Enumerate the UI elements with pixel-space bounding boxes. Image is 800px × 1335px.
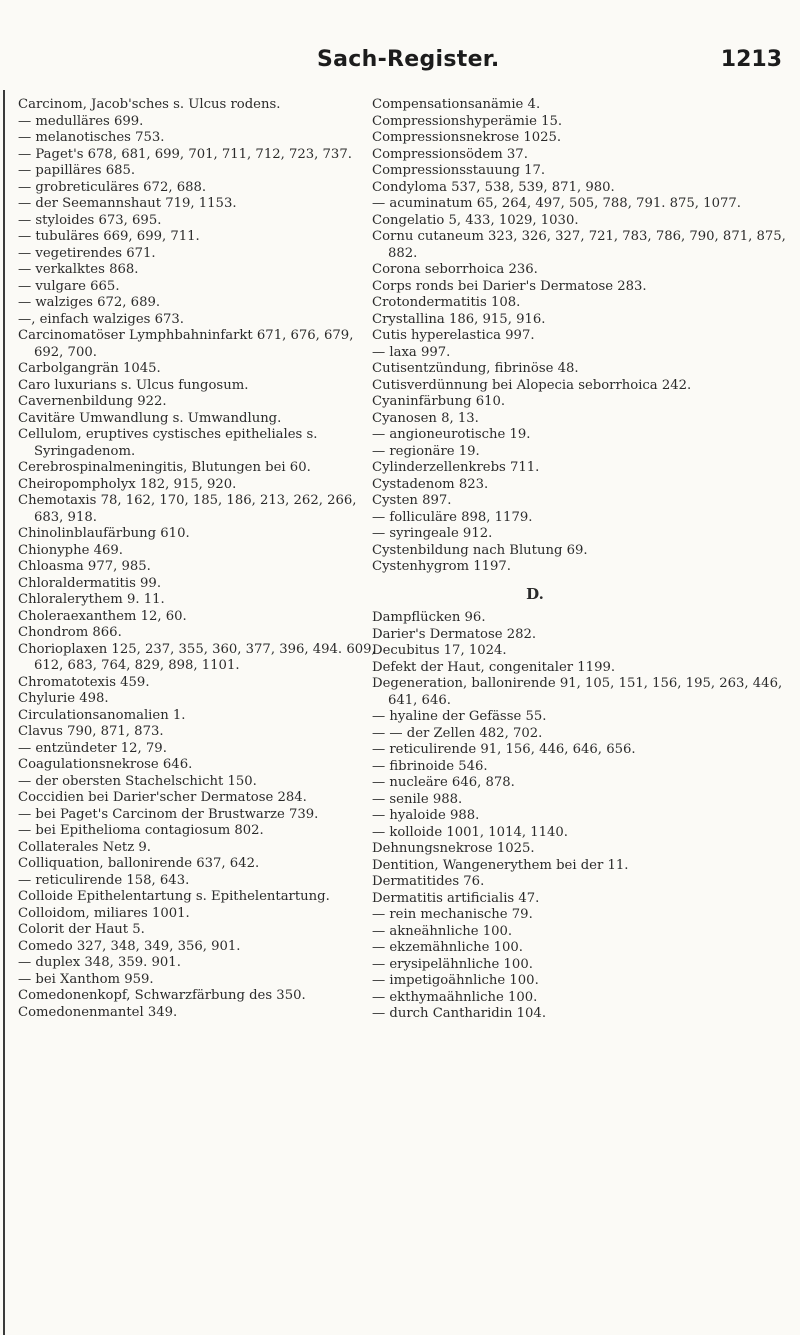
section-c-continued [372,97,788,576]
index-entry: — fibrinoide 546. [372,758,488,774]
index-entry: — syringeale 912. [372,526,493,541]
index-entry: Colloidom, miliares 1001. [18,905,190,921]
index-entry: — regionäre 19. [372,443,480,459]
index-entry: — duplex 348, 359. 901. [18,955,181,970]
index-entry: Chloraldermatitis 99. [18,575,162,591]
page-number: 1213 [720,47,782,72]
index-entry: Congelatio 5, 433, 1029, 1030. [372,212,579,228]
page-header [0,0,800,80]
index-entry: Colloide Epithelentartung s. Epithelentartung. [18,889,330,904]
index-entry: — angioneurotische 19. [372,427,531,442]
index-entry: Coagulationsnekrose 646. [18,757,193,772]
index-entry: Carcinomatöser Lymphbahninfarkt 671, 676, 679, 692, 700. [18,328,354,360]
index-entry: — tubuläres 669, 699, 711. [18,229,200,244]
index-entry: Cylinderzellenkrebs 711. [372,460,540,475]
index-entry: — rein mechanische 79. [372,907,533,922]
index-entry: Chinolinblaufärbung 610. [18,526,190,541]
index-entry: — bei Xanthom 959. [18,971,154,987]
index-entry: Dermatitis artificialis 47. [372,890,540,906]
index-entry: — grobreticuläres 672, 688. [18,179,207,195]
index-entry: — laxa 997. [372,344,451,360]
index-entry: — medulläres 699. [18,113,144,129]
index-entry: Cysten 897. [372,493,452,508]
index-entry: — der Seemannshaut 719, 1153. [18,196,237,211]
index-entry: — akneähnliche 100. [372,923,513,939]
index-entry: Cavernenbildung 922. [18,394,167,409]
index-entry: Cheiropompholyx 182, 915, 920. [18,476,237,492]
index-entry: Chionyphe 469. [18,542,123,558]
index-entry: Compressionshyperämie 15. [372,113,563,129]
index-entry: — durch Cantharidin 104. [372,1006,547,1021]
index-entry: — nucleäre 646, 878. [372,775,515,790]
index-entry: Cutis hyperelastica 997. [372,328,535,343]
index-entry: Colliquation, ballonirende 637, 642. [18,856,260,871]
margin-rule [3,90,5,1335]
index-entry: — reticulirende 158, 643. [18,872,190,888]
index-entry: Cyanosen 8, 13. [372,410,479,426]
index-entry: Chondrom 866. [18,625,122,640]
index-entry: Comedonenkopf, Schwarzfärbung des 350. [18,988,306,1003]
index-entry: Colorit der Haut 5. [18,922,145,937]
index-entry: — reticulirende 91, 156, 446, 646, 656. [372,742,636,757]
index-entry: Chylurie 498. [18,691,109,706]
index-entry: — senile 988. [372,791,463,807]
index-entry: — hyaline der Gefässe 55. [372,709,547,724]
index-entry: Compressionsödem 37. [372,146,528,162]
index-entry: — hyaloide 988. [372,808,480,823]
index-entry: — erysipelähnliche 100. [372,956,533,972]
index-entry: — Paget's 678, 681, 699, 701, 711, 712, 723, 737. [18,146,352,162]
index-entry: Dampflücken 96. [372,610,486,625]
index-entry: Dentition, Wangenerythem bei der 11. [372,857,629,873]
index-entry: — papilläres 685. [18,163,136,178]
index-entry: Compressionsstauung 17. [372,163,546,178]
index-entry: Collaterales Netz 9. [18,839,151,855]
index-entry: Degeneration, ballonirende 91, 105, 151, 156, 195, 263, 446, 641, 646. [372,676,783,708]
index-entry: Dermatitides 76. [372,874,485,889]
index-entry: Circulationsanomalien 1. [18,707,186,723]
index-entry: — ekzemähnliche 100. [372,940,523,955]
index-entry: Dehnungsnekrose 1025. [372,841,535,856]
index-entry: — kolloide 1001, 1014, 1140. [372,824,568,840]
index-entry: Cystadenom 823. [372,476,489,492]
index-entry: — vulgare 665. [18,278,120,294]
section-letter-d: D. [526,584,544,603]
index-entry: — der obersten Stachelschicht 150. [18,773,257,789]
index-entry: Cerebrospinalmeningitis, Blutungen bei 60. [18,460,311,475]
index-entry: Cystenhygrom 1197. [372,559,511,574]
index-entry: — ekthymaähnliche 100. [372,989,538,1005]
index-entry: Cyaninfärbung 610. [372,394,506,409]
index-entry: Cutisentzündung, fibrinöse 48. [372,361,579,376]
index-entry: — folliculäre 898, 1179. [372,509,533,525]
index-entry: Corona seborrhoica 236. [372,262,538,277]
index-entry: — melanotisches 753. [18,130,165,145]
index-entry: Cellulom, eruptives cystisches epitheliales s. Syringadenom. [18,427,318,459]
index-entry: Crotondermatitis 108. [372,295,521,310]
index-entry: — bei Paget's Carcinom der Brustwarze 739. [18,806,319,822]
index-entry: Caro luxurians s. Ulcus fungosum. [18,377,249,393]
index-entry: Crystallina 186, 915, 916. [372,311,546,327]
index-entry: Compressionsnekrose 1025. [372,130,562,145]
index-entry: Carbolgangrän 1045. [18,361,161,376]
index-entry: — entzündeter 12, 79. [18,740,167,756]
index-entry: Chloralerythem 9. 11. [18,592,165,607]
running-title: Sach-Register. [317,47,500,72]
index-entry: —, einfach walziges 673. [18,311,185,327]
right-column [372,97,788,1023]
index-entry: Cystenbildung nach Blutung 69. [372,542,588,558]
index-entry: Compensationsanämie 4. [372,97,541,112]
index-entry: — bei Epithelioma contagiosum 802. [18,823,264,838]
index-entry: Comedonenmantel 349. [18,1004,178,1020]
index-entry: Choleraexanthem 12, 60. [18,608,187,624]
index-entry: Darier's Dermatose 282. [372,626,537,642]
index-entry: — vegetirendes 671. [18,245,156,261]
index-entry: — — der Zellen 482, 702. [372,725,543,741]
index-entry: Corps ronds bei Darier's Dermatose 283. [372,278,647,294]
index-entry: — impetigoähnliche 100. [372,973,539,988]
index-entry: Comedo 327, 348, 349, 356, 901. [18,938,241,954]
section-d [372,610,788,1023]
index-entry: — styloides 673, 695. [18,212,162,228]
index-entry: Decubitus 17, 1024. [372,643,507,658]
index-entry: Chloasma 977, 985. [18,559,151,574]
left-column [18,97,378,1021]
index-entry: Chorioplaxen 125, 237, 355, 360, 377, 396, 494. 609, 612, 683, 764, 829, 898, 1101. [18,641,376,673]
index-entry: — acuminatum 65, 264, 497, 505, 788, 791. 875, 1077. [372,196,741,211]
index-entry: Carcinom, Jacob'sches s. Ulcus rodens. [18,97,281,112]
index-entry: — walziges 672, 689. [18,295,161,310]
index-entry: Chromatotexis 459. [18,674,150,690]
index-entry: Cornu cutaneum 323, 326, 327, 721, 783, 786, 790, 871, 875, 882. [372,229,786,261]
index-entry: Defekt der Haut, congenitaler 1199. [372,659,616,675]
index-entry: Clavus 790, 871, 873. [18,724,164,739]
index-entry: Cavitäre Umwandlung s. Umwandlung. [18,410,282,426]
index-entry: Cutisverdünnung bei Alopecia seborrhoica 242. [372,377,692,393]
index-entry: — verkalktes 868. [18,262,139,277]
index-entry: Coccidien bei Darier'scher Dermatose 284. [18,790,307,805]
index-entry: Condyloma 537, 538, 539, 871, 980. [372,179,615,195]
index-entry: Chemotaxis 78, 162, 170, 185, 186, 213, 262, 266, 683, 918. [18,493,357,525]
